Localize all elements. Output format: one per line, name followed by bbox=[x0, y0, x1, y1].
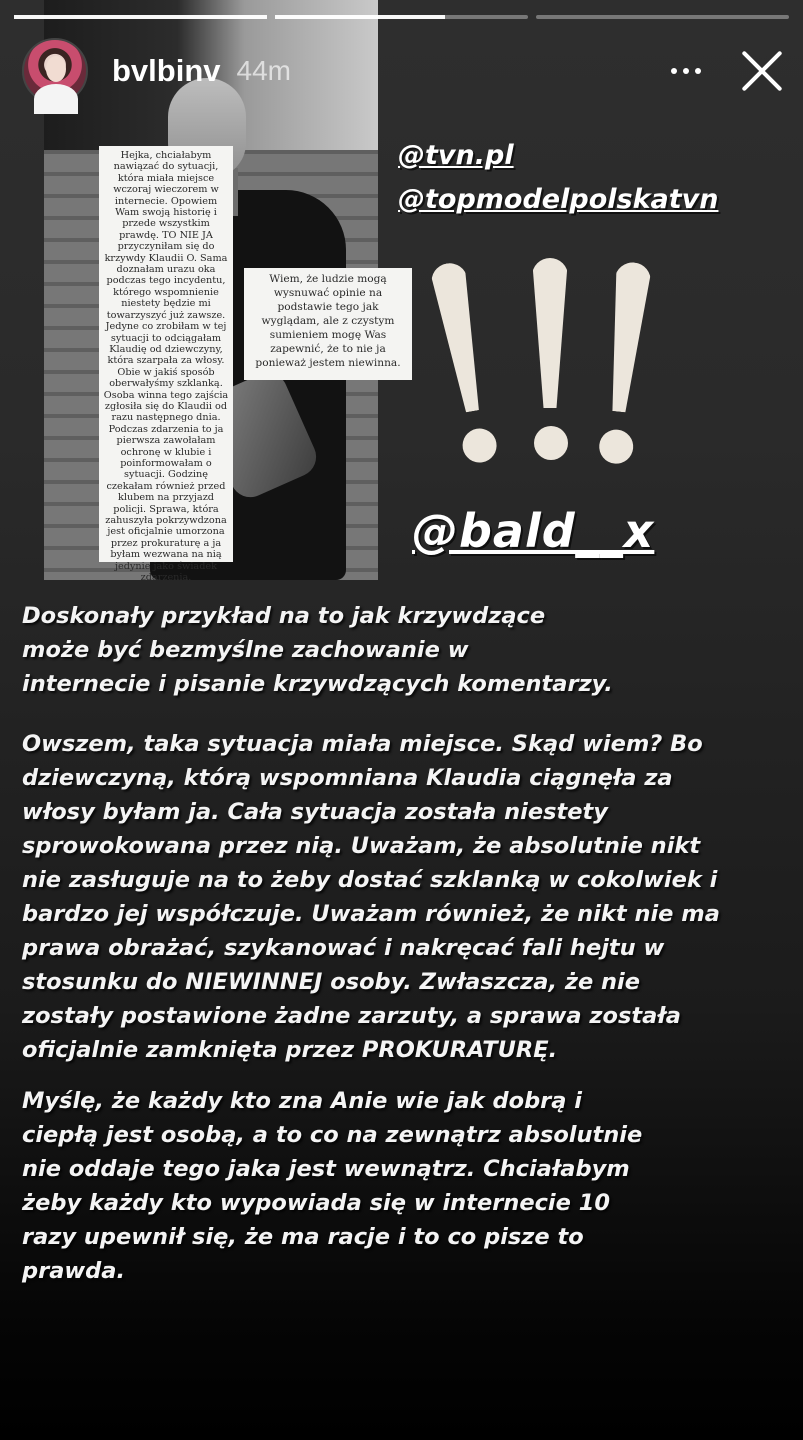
text-line: Myślę, że każdy kto zna Anie wie jak dobrą i bbox=[22, 1088, 582, 1114]
avatar-shirt bbox=[34, 84, 78, 114]
avatar[interactable] bbox=[22, 38, 88, 104]
close-icon[interactable] bbox=[739, 48, 785, 94]
mention-topmodel[interactable]: @topmodelpolskatvn bbox=[398, 184, 719, 215]
text-line: internecie i pisanie krzywdzących komentarzy. bbox=[22, 671, 613, 697]
exclamation-sticker bbox=[440, 258, 650, 470]
text-line: nie zasługuje na to żeby dostać szklanką w cokolwiek i bbox=[22, 867, 718, 893]
photo-quote-box: Wiem, że ludzie mogą wysnuwać opinie na podstawie tego jak wyglądam, ale z czystym sumieniem mogę Was zapewnić, że to nie ja ponieważ jestem niewinna. bbox=[244, 268, 412, 380]
exclamation-mark-icon bbox=[532, 258, 568, 460]
username[interactable]: bvlbinv bbox=[112, 53, 221, 88]
text-line: ciepłą jest osobą, a to co na zewnątrz absolutnie bbox=[22, 1122, 643, 1148]
text-line: prawda. bbox=[22, 1258, 126, 1284]
avatar-face bbox=[46, 56, 66, 82]
text-line: żeby każdy kto wypowiada się w internecie 10 bbox=[22, 1190, 611, 1216]
more-dot bbox=[695, 68, 701, 74]
exclamation-mark-icon bbox=[596, 261, 653, 466]
mention-tvn[interactable]: @tvn.pl bbox=[398, 140, 514, 171]
more-horizontal-icon[interactable] bbox=[663, 51, 709, 91]
text-line: bardzo jej współczuje. Uważam również, że nikt nie ma bbox=[22, 901, 720, 927]
text-line: zostały postawione żadne zarzuty, a sprawa została bbox=[22, 1003, 681, 1029]
progress-bar-fill bbox=[14, 15, 267, 19]
text-line: Owszem, taka sytuacja miała miejsce. Skąd wiem? Bo bbox=[22, 731, 703, 757]
progress-bar bbox=[14, 15, 267, 19]
text-line: Doskonały przykład na to jak krzywdzące bbox=[22, 603, 546, 629]
text-line: razy upewnił się, że ma racje i to co pisze to bbox=[22, 1224, 584, 1250]
text-line: nie oddaje tego jaka jest wewnątrz. Chciałabym bbox=[22, 1156, 630, 1182]
story-text-paragraph-1 bbox=[22, 599, 772, 701]
progress-bar bbox=[275, 15, 528, 19]
text-line: oficjalnie zamknięta przez PROKURATURĘ. bbox=[22, 1037, 558, 1063]
more-dot bbox=[683, 68, 689, 74]
mention-bald[interactable]: @bald__x bbox=[412, 504, 655, 558]
story-text-paragraph-2 bbox=[22, 727, 772, 1067]
exclamation-mark-icon bbox=[429, 260, 500, 465]
text-line: dziewczyną, którą wspomniana Klaudia ciągnęła za bbox=[22, 765, 673, 791]
text-line: może być bezmyślne zachowanie w bbox=[22, 637, 469, 663]
story-header bbox=[22, 38, 785, 104]
story-progress-bars bbox=[14, 15, 789, 19]
progress-bar-fill bbox=[275, 15, 445, 19]
photo-article-text: Hejka, chciałabym nawiązać do sytuacji, która miała miejsce wczoraj wieczorem w internecie. Opowiem Wam swoją historię i przede wszystkim prawdę. TO NIE JA przyczyniłam się do krzywdy Klaudii O. Sama doznałam urazu oka podczas tego incydentu, którego wspomnienie niestety będzie mi towarzyszyć już zawsze. Jedyne co zrobiłam w tej sytuacji to odciągałam Klaudię od dziewczyny, która szarpała za włosy. Obie w jakiś sposób oberwałyśmy szklanką. Osoba winna tego zajścia zgłosiła się do Klaudii od razu następnego dnia. Podczas zdarzenia to ja pierwsza zawołałam ochronę w klubie i poinformowałam o sytuacji. Godzinę czekałam również przed klubem na przyjazd policji. Sprawa, która zahuszyła pokrzywdzona jest oficjalnie umorzona przez prokuraturę a ja byłam wezwana na nią jedynie jako świadek zdarzenia. bbox=[99, 146, 233, 562]
text-line: prawa obrażać, szykanować i nakręcać fali hejtu w bbox=[22, 935, 665, 961]
text-line: włosy byłam ja. Cała sytuacja została niestety bbox=[22, 799, 608, 825]
more-dot bbox=[671, 68, 677, 74]
progress-bar bbox=[536, 15, 789, 19]
text-line: sprowokowana przez nią. Uważam, że absolutnie nikt bbox=[22, 833, 701, 859]
timestamp: 44m bbox=[236, 55, 291, 86]
story-text-paragraph-3 bbox=[22, 1084, 772, 1288]
text-line: stosunku do NIEWINNEJ osoby. Zwłaszcza, że nie bbox=[22, 969, 641, 995]
